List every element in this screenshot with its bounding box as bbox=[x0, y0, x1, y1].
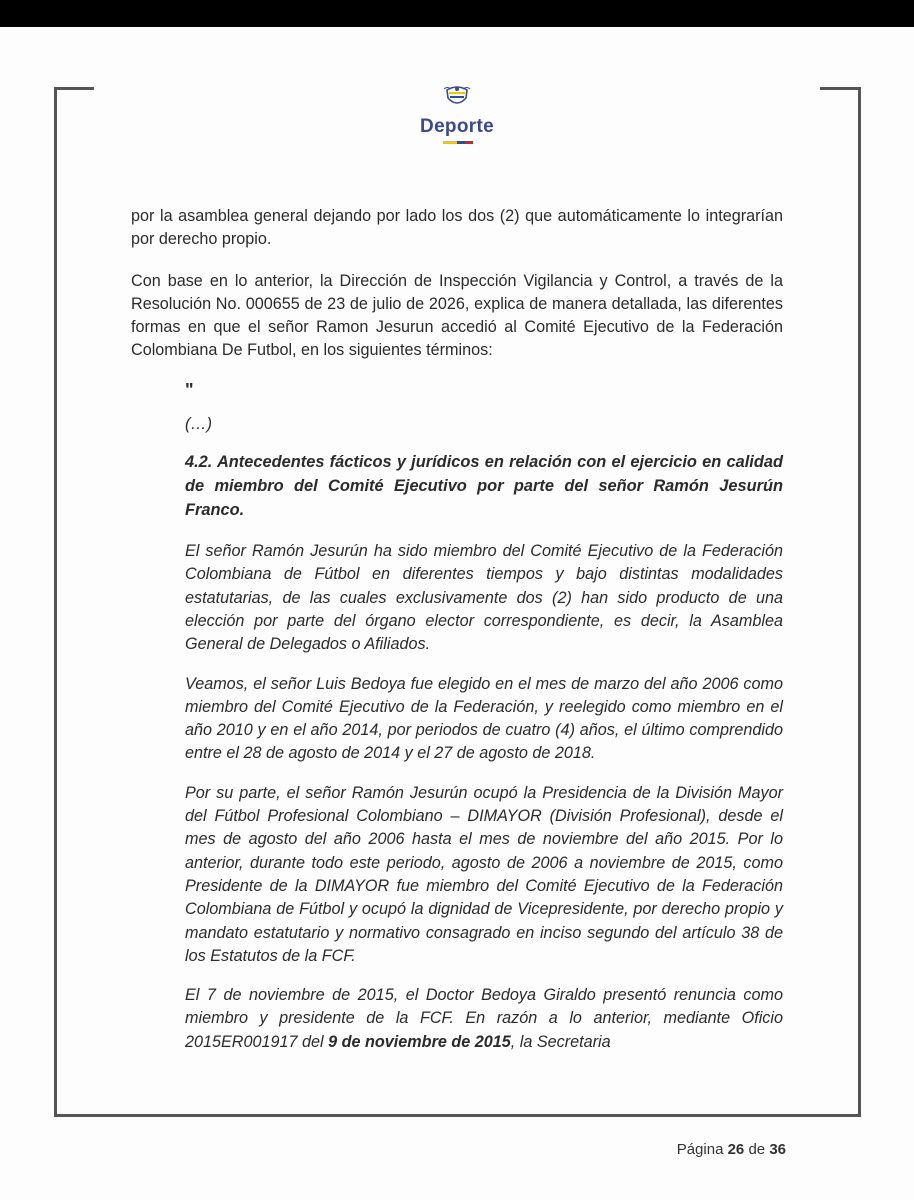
section-heading: 4.2. Antecedentes fácticos y jurídicos en relación con el ejercicio en calidad de miembro del Comité Ejecutivo por parte del señor Ramón Jesurún Franco. bbox=[185, 453, 783, 520]
page-of: de bbox=[748, 1141, 766, 1158]
quoted-resolution bbox=[185, 379, 783, 1054]
quote-paragraph-4-end: , la Secretaria bbox=[510, 1032, 611, 1051]
flag-stripe bbox=[443, 141, 473, 144]
logo-text: Deporte bbox=[420, 116, 494, 137]
total-pages: 36 bbox=[769, 1141, 786, 1158]
coat-of-arms-icon bbox=[443, 86, 471, 110]
quote-paragraph-4-date: 9 de noviembre de 2015 bbox=[328, 1032, 511, 1051]
current-page: 26 bbox=[727, 1141, 745, 1158]
deporte-logo bbox=[405, 86, 509, 150]
top-black-bar bbox=[0, 0, 914, 27]
ellipsis: (…) bbox=[185, 414, 212, 433]
quote-paragraph-4 bbox=[185, 984, 783, 1054]
quote-paragraph-4-start: El 7 de noviembre de 2015, el Doctor Bedoya Giraldo presentó renuncia como miembro y presidente de la FCF. En razón a lo anterior, mediante Oficio 2015ER001917 del bbox=[185, 986, 783, 1051]
quote-paragraph-2: Veamos, el señor Luis Bedoya fue elegido en el mes de marzo del año 2006 como miembro del Comité Ejecutivo de la Federación, y reelegido como miembro en el año 2010 y en el año 2014, por periodos de cuatro (4) años, el último comprendido entre el 28 de agosto de 2014 y el 27 de agosto de 2018. bbox=[185, 674, 783, 763]
paragraph-2: Con base en lo anterior, la Dirección de Inspección Vigilancia y Control, a través de la Resolución No. 000655 de 23 de julio de 2026, explica de manera detallada, las diferentes formas en que el señor Ramon Jesurun accedió al Comité Ejecutivo de la Federación Colombiana De Futbol, en los siguientes términos: bbox=[131, 271, 783, 360]
page-label: Página bbox=[676, 1141, 724, 1158]
frame-left-border bbox=[54, 87, 57, 1117]
page-number bbox=[646, 1141, 786, 1158]
frame-right-border bbox=[858, 87, 861, 1117]
frame-bottom-border bbox=[54, 1114, 861, 1117]
paragraph-1: por la asamblea general dejando por lado los dos (2) que automáticamente lo integrarían por derecho propio. bbox=[131, 207, 783, 249]
quote-paragraph-3: Por su parte, el señor Ramón Jesurún ocupó la Presidencia de la División Mayor del Fútbol Profesional Colombiano – DIMAYOR (División Profesional), desde el mes de agosto del año 2006 hasta el mes de noviembre del año 2015. Por lo anterior, durante todo este periodo, agosto de 2006 a noviembre de 2015, como Presidente de la DIMAYOR fue miembro del Comité Ejecutivo de la Federación Colombiana de Fútbol y ocupó la dignidad de Vicepresidente, por derecho propio y mandato estatutario y normativo consagrado en inciso segundo del artículo 38 de los Estatutos de la FCF. bbox=[185, 783, 783, 965]
frame-left-corner bbox=[54, 87, 94, 90]
document-body bbox=[131, 205, 783, 1070]
open-quote-mark: " bbox=[185, 379, 194, 400]
frame-right-corner bbox=[820, 87, 861, 90]
quote-paragraph-1: El señor Ramón Jesurún ha sido miembro del Comité Ejecutivo de la Federación Colombiana de Fútbol en diferentes tiempos y bajo distintas modalidades estatutarias, de las cuales exclusivamente dos (2) han sido producto de una elección por parte del órgano elector correspondiente, es decir, la Asamblea General de Delegados o Afiliados. bbox=[185, 542, 783, 654]
